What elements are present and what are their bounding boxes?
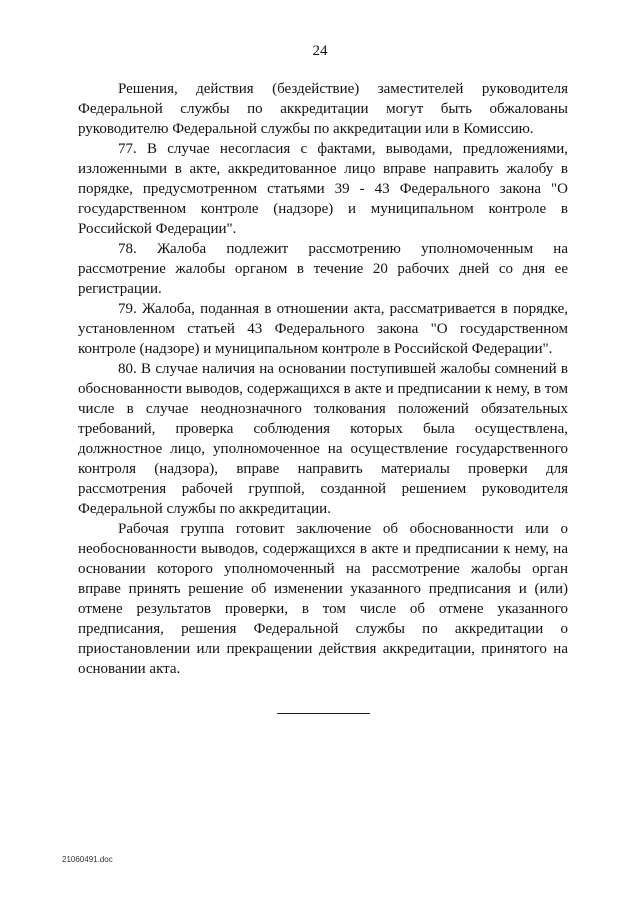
paragraph-deputy-decisions-appeal: Решения, действия (бездействие) заместителей руководителя Федеральной службы по аккредитации могут быть обжалованы руководителю Федеральной службы по аккредитации или в Комиссию. xyxy=(78,81,568,137)
paragraph-78-complaint-term: 78. Жалоба подлежит рассмотрению уполномоченным на рассмотрение жалобы органом в течение 20 рабочих дней со дня ее регистрации. xyxy=(78,241,568,297)
document-body xyxy=(78,79,568,679)
paragraph-working-group-conclusion: Рабочая группа готовит заключение об обоснованности или о необоснованности выводов, содержащихся в акте и предписании к нему, на основании которого уполномоченный на рассмотрение жалобы орган вправе принять решение об изменении указанного предписания и (или) отмене результатов проверки, в том числе об отмене указанного предписания, решения Федеральной службы по аккредитации о приостановлении или прекращении действия аккредитации, принятого на основании акта. xyxy=(78,521,568,677)
end-separator-line xyxy=(277,713,370,714)
paragraph-80-working-group-referral: 80. В случае наличия на основании поступившей жалобы сомнений в обоснованности выводов, содержащихся в акте и предписании к нему, в том числе в случае неоднозначного толкования положений обязательных требований, проверка соблюдения которых была осуществлена, должностное лицо, уполномоченное на осуществление государственного контроля (надзора), вправе направить материалы проверки для рассмотрения рабочей группой, созданной решением руководителя Федеральной службы по аккредитации. xyxy=(78,361,568,517)
paragraph-79-complaint-procedure: 79. Жалоба, поданная в отношении акта, рассматривается в порядке, установленном статьей 43 Федерального закона "О государственном контроле (надзоре) и муниципальном контроле в Российской Федерации". xyxy=(78,301,568,357)
paragraph-77-complaint-right: 77. В случае несогласия с фактами, выводами, предложениями, изложенными в акте, аккредитованное лицо вправе направить жалобу в порядке, предусмотренном статьями 39 - 43 Федерального закона "О государственном контроле (надзоре) и муниципальном контроле в Российской Федерации". xyxy=(78,141,568,237)
page-number: 24 xyxy=(312,43,328,59)
footer-document-code: 21060491.doc xyxy=(62,855,113,864)
